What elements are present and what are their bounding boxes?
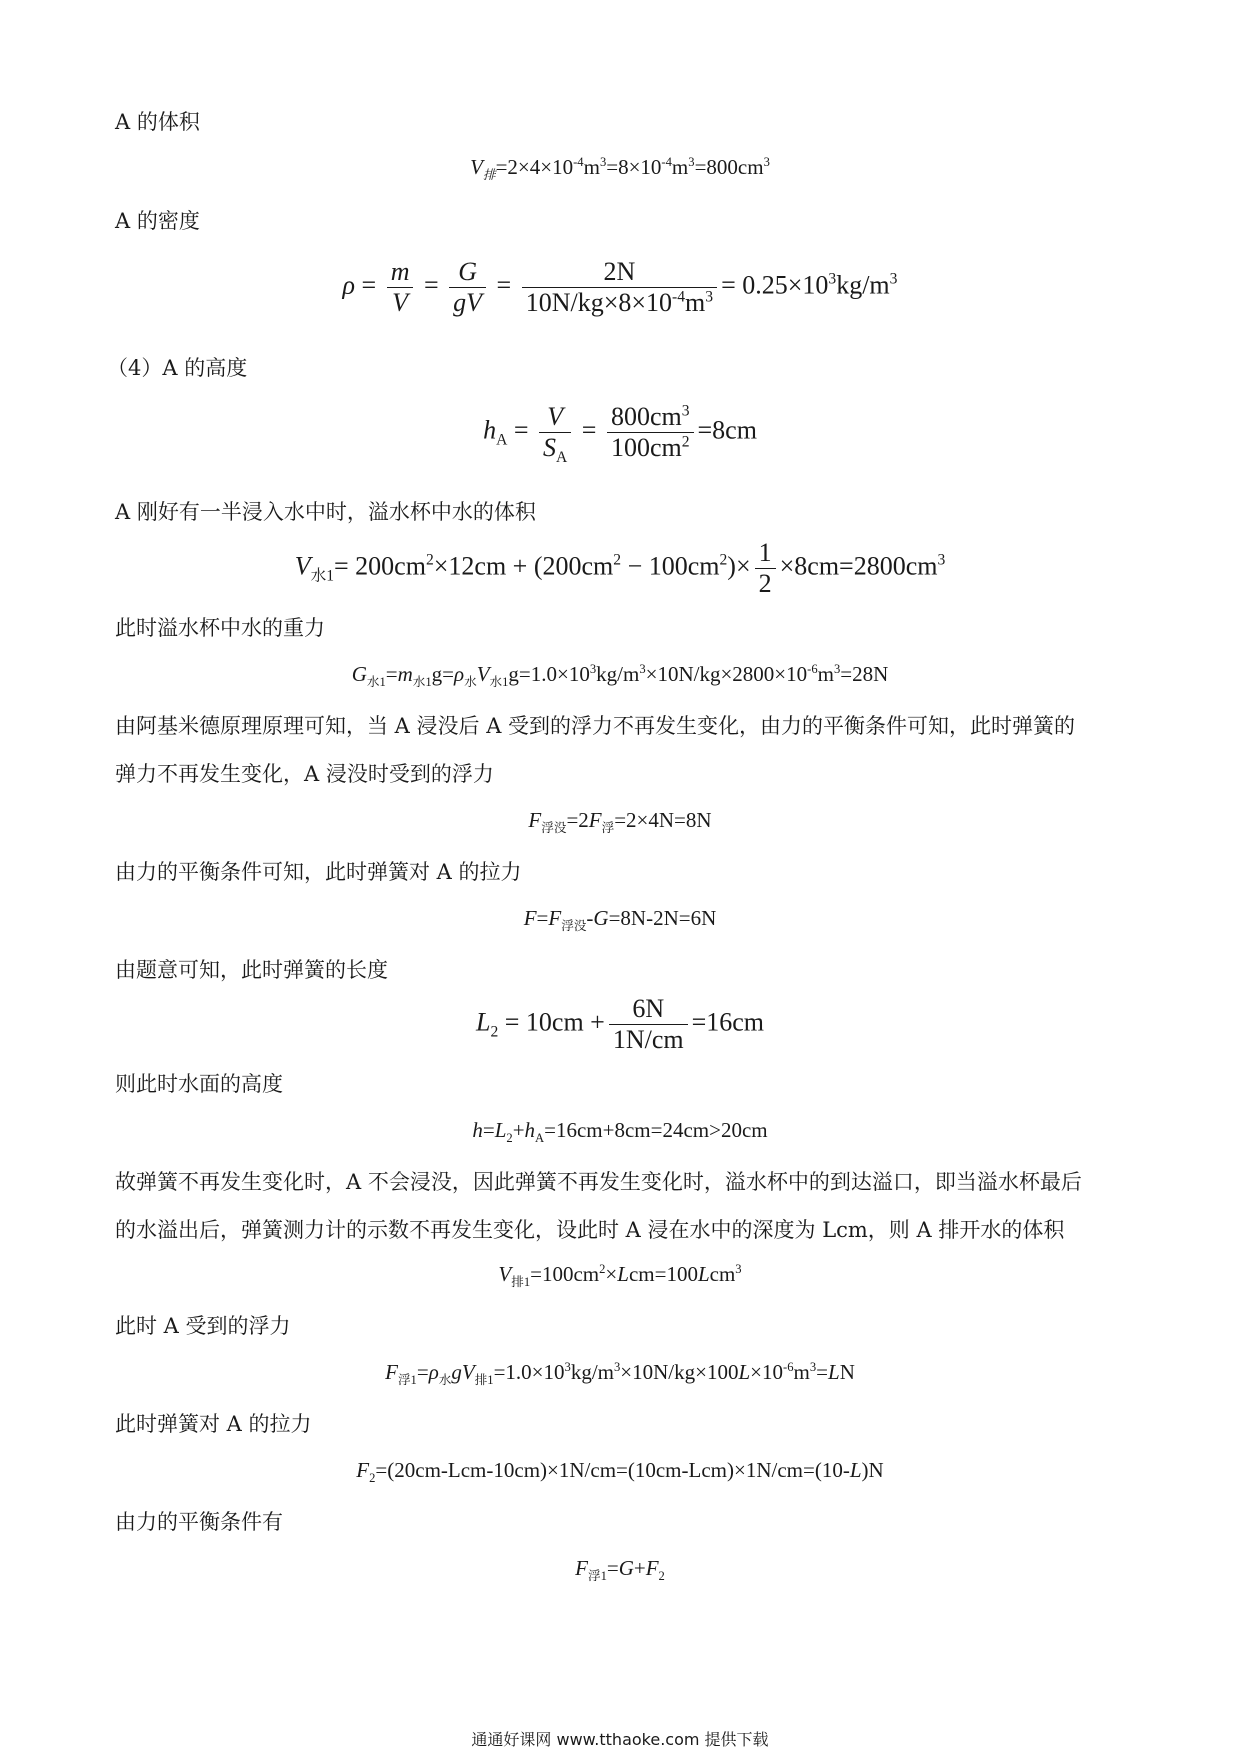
- formula-buoyancy-submerged: $F_{浮没}=2F_浮=2\times 4N=8N$: [528, 808, 712, 836]
- text-line: 则此时水面的高度: [115, 1072, 283, 1096]
- formula-volume: $V_排=2\times 4\times 10^{-4}m^3=8\times 10^{-4}m^3=800cm^3$: [470, 155, 770, 183]
- text-line: 的水溢出后，弹簧测力计的示数不再发生变化，设此时 A 浸在水中的深度为 Lcm，则 A 排开水的体积: [115, 1218, 1065, 1242]
- text-line: 弹力不再发生变化，A 浸没时受到的浮力: [115, 762, 494, 786]
- formula-height: $h_A$ = $\frac{V}{S_A}$ = $\frac{800cm^3}{100cm^2}$ =8cm: [483, 402, 757, 467]
- text-line: 由力的平衡条件可知，此时弹簧对 A 的拉力: [115, 860, 522, 884]
- formula-spring-pull: $F=F_{浮没}-G=8N-2N=6N$: [523, 906, 717, 934]
- formula-spring-length: $L_2 = 10cm$ + $\frac{6N}{1N/cm}$ =16cm: [475, 994, 765, 1054]
- text-line: 由阿基米德原理原理可知，当 A 浸没后 A 受到的浮力不再发生变化，由力的平衡条件可知，此时弹簧的: [115, 714, 1076, 738]
- formula-equilibrium: $F_{浮1}=G+F_2$: [575, 1556, 665, 1584]
- formula-water-weight: $G_{水1}=m_{水1}g=\rho_水V_{水1}g=1.0\times 10^3kg/m^3\times 10N/kg\times 2800\times 10^{-6}m^3=28N$: [351, 662, 889, 690]
- text-line: A 的体积: [115, 110, 200, 134]
- formula-water-level: $h=L_2+h_A=16cm+8cm=24cm>20cm$: [472, 1118, 768, 1146]
- text-line: 由题意可知，此时弹簧的长度: [115, 958, 388, 982]
- text-line: 故弹簧不再发生变化时，A 不会浸没，因此弹簧不再发生变化时，溢水杯中的到达溢口，即当溢水杯最后: [115, 1170, 1082, 1194]
- formula-displaced-volume: $V_{排1}=100cm^2\times Lcm=100Lcm^3$: [498, 1262, 742, 1290]
- text-line: 此时弹簧对 A 的拉力: [115, 1412, 312, 1436]
- formula-water-volume: $V_{水1}= 200cm^2\times 12cm + (200cm^2 - 100cm^2)\times$ $\frac{1}{2}$ $\times 8cm=2800cm^3$: [294, 538, 946, 598]
- text-line: A 的密度: [115, 209, 200, 233]
- text-line: （4）A 的高度: [107, 356, 248, 380]
- text-line: 由力的平衡条件有: [115, 1510, 283, 1534]
- text-line: 此时 A 受到的浮力: [115, 1314, 291, 1338]
- formula-density: ρ = $\frac{m}{V}$ = $\frac{G}{gV}$ = $\frac{2N}{10N/kg\times 8\times 10^{-4}m^3}$ = $0.25\times 10^3kg/m^3$: [342, 257, 898, 317]
- text-line: A 刚好有一半浸入水中时，溢水杯中水的体积: [115, 500, 536, 524]
- formula-spring-pull-2: $F_2=(20cm-Lcm-10cm)\times 1N/cm=(10cm-Lcm)\times 1N/cm=(10-L)N$: [356, 1458, 884, 1486]
- formula-buoyancy: $F_{浮1}=\rho_水gV_{排1}=1.0\times 10^3kg/m^3\times 10N/kg\times 100L\times 10^{-6}m^3=LN$: [385, 1360, 855, 1388]
- page-footer: 通通好课网 www.tthaoke.com 提供下载: [471, 1730, 769, 1749]
- text-line: 此时溢水杯中水的重力: [115, 616, 325, 640]
